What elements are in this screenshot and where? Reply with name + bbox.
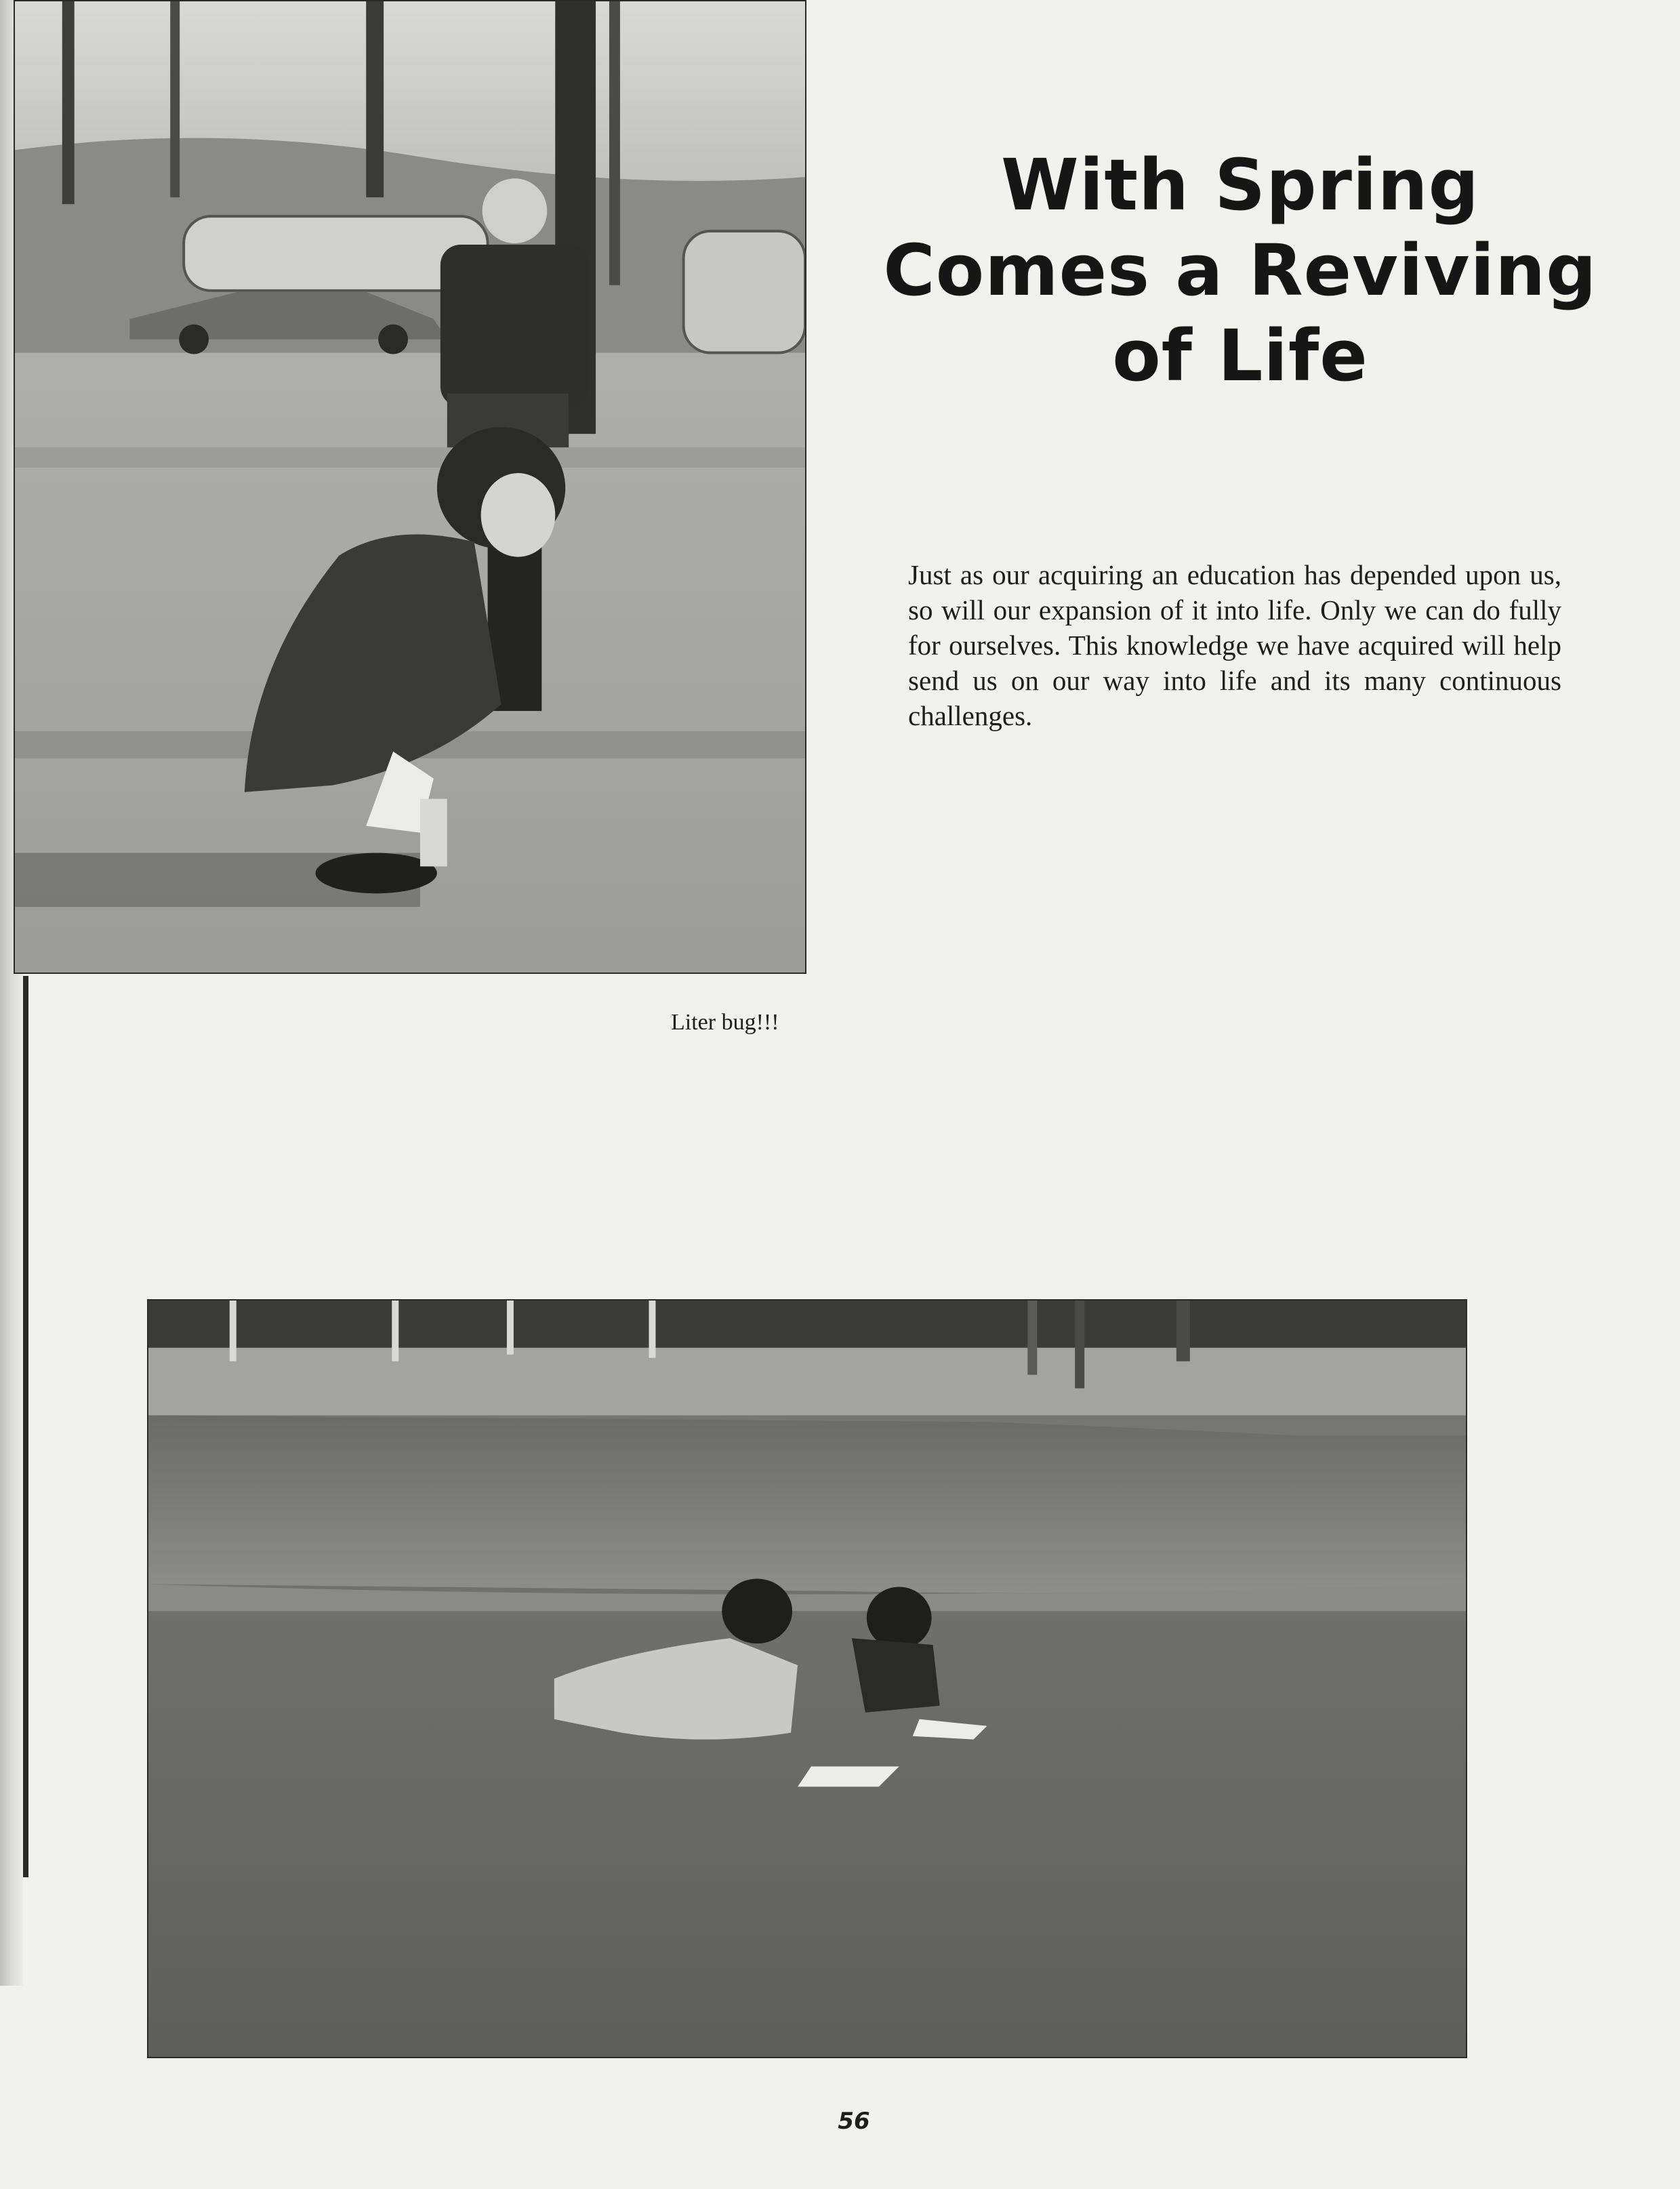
- body-paragraph: Just as our acquiring an education has depended upon us, so will our expansion of it into life. Only we can do fully for ourselves. This knowledge we have acquired will help send us on our way into life and its many continuous challenges.: [908, 559, 1561, 731]
- headline-line-1: With Spring: [1000, 144, 1480, 226]
- photo-students-by-pond-image: [148, 1301, 1466, 2057]
- headline-line-3: of Life: [1112, 314, 1368, 397]
- top-photo-caption: Liter bug!!!: [671, 1010, 779, 1035]
- page-binding-shadow: [23, 976, 28, 1877]
- headline-line-2: Comes a Reviving: [883, 229, 1597, 312]
- photo-litter-pickup-image: [15, 1, 805, 973]
- photo-litter-pickup: [14, 0, 806, 974]
- page-number: 56: [838, 2108, 870, 2135]
- photo-students-by-pond: [147, 1299, 1467, 2058]
- page-headline: [874, 142, 1606, 398]
